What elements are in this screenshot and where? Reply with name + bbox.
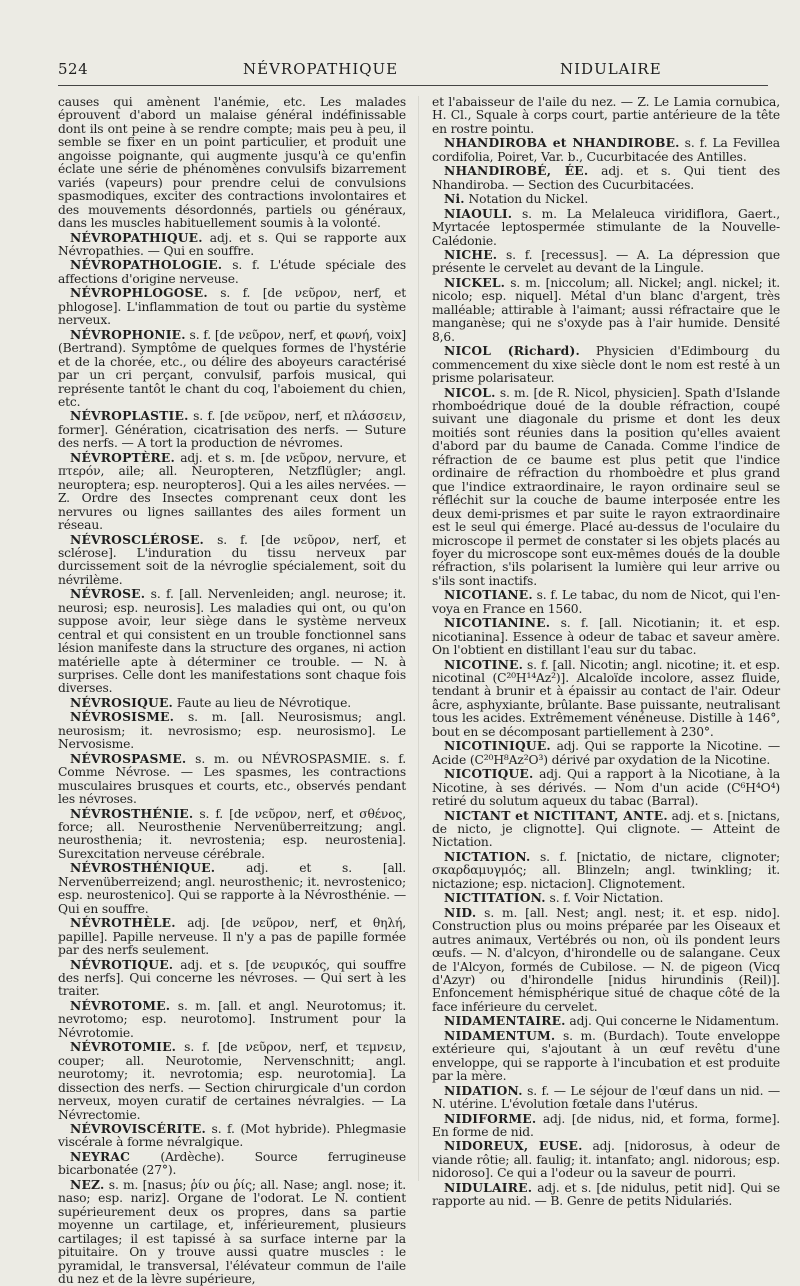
entry-headword: NÉVROVISCÉRITE. [70,1120,206,1136]
entry-definition: adj. Qui concerne le Nidamentum. [565,1014,779,1029]
dictionary-entry [58,258,406,286]
dictionary-entry [432,906,780,1015]
dictionary-entry [432,658,780,740]
entry-definition: s. f. [de νεῦρον, nerf, et πλάσσειν, former]. Génération, cicatrisation des nerfs. — Suture des nerfs. — A tort la production de névromes. [58,409,406,451]
entry-definition: Faute au lieu de Névrotique. [173,695,351,710]
entry-definition: s. f. [all. Nicotin; angl. nicotine; it. et esp. nicotinal (C²⁰H¹⁴Az²)]. Alcaloïde incolore, assez fluide, tendant à brunir et à épaissir au contact de l'air. Odeur âcre, asphyxiante, brûlante. Base puissante, neutralisant tous les acides. Extrêmement vénéneuse. Distille à 146°, bout en se décomposant partiellement à 230°. [432,657,780,739]
dictionary-entry [58,1122,406,1150]
entry-definition: adj. et s. [de νευρικός, qui souffre des nerfs]. Qui concerne les névroses. — Qui sert à les traiter. [58,957,406,999]
entry-definition: adj. [nidorosus, à odeur de viande rôtie; all. faulig; it. intanfato; angl. nidorous; esp. nidoroso]. Ce qui a l'odeur ou la saveur de pourri. [432,1139,780,1181]
entry-headword: NÉVROTOME. [70,997,171,1013]
entry-headword: NÉVROSISME. [70,709,175,725]
entry-definition: s. f. La Fevillea cordifolia, Poiret, Var. b., Cucurbitacée des Antilles. [432,136,780,164]
entry-definition: Physicien d'Edimbourg du commencement du xixe siècle dont le nom est resté à un prisme polarisateur. [432,344,781,386]
left-column [58,95,406,1286]
entry-headword: NICOTIANINE. [444,615,551,631]
entry-definition: adj. et s. [all. Nervenüberreizend; angl. neurosthenic; it. nevrostenico; esp. neurostenico]. Qui se rapporte à la Névrosthénie. — Qui en souffre. [58,861,406,916]
dictionary-entry [58,861,406,916]
entry-definition: s. m. (Burdach). Toute enveloppe extérieure qui, s'ajoutant à un œuf revêtu d'une enveloppe, qui se rapporte à l'incubation et est produite par la mère. [432,1028,780,1084]
entry-definition: adj. et s. [de nidulus, petit nid]. Qui se rapporte au nid. — B. Genre de petits Nidulariés. [432,1180,780,1209]
running-head-right: NIDULAIRE [560,60,662,78]
dictionary-entry [58,710,406,751]
entry-definition: adj. et s. [nictans, de nicto, je clignotte]. Qui clignote. — Atteint de Nictation. [432,808,780,850]
dictionary-entry [58,1150,406,1178]
entry-headword: NICKEL. [444,274,506,290]
dictionary-entry [432,1181,780,1209]
entry-headword: NIDAMENTUM. [444,1027,556,1043]
dictionary-entry [432,386,780,589]
entry-definition: s. f. Le tabac, du nom de Nicot, qui l'en-voya en France en 1560. [432,588,780,616]
entry-headword: NÉVROPTÈRE. [70,449,175,465]
entry-headword: NÉVROPATHOLOGIE. [70,257,223,273]
dictionary-entry [58,286,406,327]
entry-definition: s. f. [de νεῦρον, nerf, et sclérose]. L'induration du tissu nerveux par durcissement soit de la névroglie spécialement, soit du névrilème. [58,532,406,587]
dictionary-entry [432,192,780,206]
entry-headword: NIDAMENTAIRE. [444,1013,566,1029]
dictionary-entry [432,344,780,385]
dictionary-entry [58,696,406,710]
entry-headword: NÉVROSTHÉNIE. [70,805,194,821]
dictionary-entry [58,587,406,696]
entry-definition: s. f. [de νεῦρον, nerf, et σθένος, force; all. Neurosthenie Nervenüberreitzung; angl. neurosthenia; it. nevrostenia; esp. neurostenia]. Surexcitation nerveuse cérébrale. [58,806,406,861]
dictionary-entry [432,276,780,344]
dictionary-entry [432,1014,780,1028]
dictionary-entry [58,1178,406,1286]
entry-definition: (Ardèche). Source ferrugineuse bicarbonatée (27°). [58,1149,406,1178]
dictionary-entry [58,96,406,231]
header-rule [58,85,768,86]
dictionary-entry [432,767,780,808]
entry-headword: NHANDIROBÉ, ÉE. [444,163,589,179]
entry-headword: NICOL. [444,384,496,400]
dictionary-entry [432,248,780,276]
entry-headword: NÉVROSE. [70,586,146,602]
dictionary-entry [58,451,406,533]
dictionary-entry [432,891,780,905]
entry-headword: NÉVROPATHIQUE. [70,229,203,245]
entry-headword: NEYRAC [70,1148,131,1164]
dictionary-entry [58,409,406,450]
entry-headword: NÉVROTIQUE. [70,956,174,972]
entry-definition: Notation du Nickel. [464,192,589,207]
entry-definition: s. f. Voir Nictation. [545,891,664,906]
entry-headword: NICHE. [444,246,498,262]
entry-definition: s. m. [de R. Nicol, physicien]. Spath d'Islande rhomboédrique doué de la double réfraction, coupé suivant une diagonale du prisme et dont les deux moitiés sont réunies dans la position qu'elles avaient d'abord par du baume de Canada. Comme l'indice de réfraction de ce baume est plus petit que l'indice ordinaire de réfraction du rhomboèdre et plus grand que l'indice extraordinaire, le rayon ordinaire seul se réfléchit sur la couche de baume interposée entre les deux demi-prismes et par suite le rayon extraordinaire est le seul qui émerge. Placé au-dessus de l'oculaire du microscope il permet de constater si les objets placés au foyer du microscope sont eux-mêmes doués de la double réfraction, s'ils polarisent la lumière qui leur arrive ou s'ils sont inactifs. [432,385,780,588]
entry-headword: NIDATION. [444,1082,523,1098]
dictionary-entry [58,231,406,259]
dictionary-entry [58,1040,406,1122]
dictionary-entry [432,1084,780,1112]
entry-headword: NÉVROPHLOGOSE. [70,285,208,301]
entry-headword: NÉVROTHÈLE. [70,915,176,931]
dictionary-entry [432,739,780,767]
entry-headword: Ni. [444,191,465,207]
page-number: 524 [58,60,89,78]
entry-definition: causes qui amènent l'anémie, etc. Les malades éprouvent d'abord un malaise général indéfinissable dont ils ont peine à se rendre compte; mais peu à peu, il semble se fixer en un point particulier, et produit une angoisse poignante, qui augmente jusqu'à ce qu'enfin éclate une série de phénomènes convulsifs bizarrement variés (vapeurs) pour prendre celui de convulsions spasmodiques, exciter des contractions involontaires et des mouvements désordonnés, partiels ou généraux, dans les muscles habituellement soumis à la volonté. [58,95,406,231]
dictionary-entry [58,916,406,957]
entry-headword: NÉVROSCLÉROSE. [70,531,205,547]
entry-definition: s. m. La Melaleuca viridiflora, Gaert., Myrtacée leptospermée stimulante de la Nouvelle-Calédonie. [432,206,780,248]
dictionary-entry [58,807,406,862]
entry-headword: NIDOREUX, EUSE. [444,1138,583,1154]
dictionary-entry [58,752,406,807]
dictionary-entry [432,616,780,657]
entry-definition: s. f. L'étude spéciale des affections d'origine nerveuse. [58,258,406,286]
entry-headword: NÉVROSTHÉNIQUE. [70,860,216,876]
entry-headword: NICOTIQUE. [444,766,534,782]
entry-definition: s. f. — Le séjour de l'œuf dans un nid. — N. utérine. L'évolution fœtale dans l'utérus. [432,1083,780,1112]
entry-definition: adj. [de νεῦρον, nerf, et θηλή, papille]. Papille nerveuse. Il n'y a pas de papille formée par des nerfs seulement. [58,916,406,958]
entry-definition: s. f. [nictatio, de nictare, clignoter; σκαρδαμυγμός; all. Blinzeln; angl. twinkling; it. nictazione; esp. nictacion]. Clignotement. [432,849,780,891]
dictionary-entry [432,1139,780,1180]
column-divider [418,96,419,1181]
entry-definition: s. f. [all. Nervenleiden; angl. neurose; it. neurosi; esp. neurosis]. Les maladies qui ont, ou qu'on suppose avoir, leur siège dans le système nerveux central et qui consistent en un trouble fonctionnel sans lésion manifeste dans la structure des organes, ni action matérielle apte à déterminer ce trouble. — N. à surprises. Celle dont les manifestations sont chaque fois diverses. [58,587,406,696]
entry-headword: NIDULAIRE. [444,1179,533,1195]
entry-headword: NICOTINE. [444,656,524,672]
running-head-left: NÉVROPATHIQUE [243,60,399,78]
right-column [432,95,781,1209]
entry-headword: NIDIFORME. [444,1110,537,1126]
entry-definition: s. f. (Mot hybride). Phlegmasie viscérale à forme névralgique. [58,1121,406,1150]
entry-definition: s. f. [all. Nicotianin; it. et esp. nicotianina]. Essence à odeur de tabac et saveur amère. On l'obtient en distillant l'eau sur du tabac. [432,616,780,658]
entry-headword: NÉVROTOMIE. [70,1039,177,1055]
entry-definition: s. f. [de νεῦρον, nerf, et phlogose]. L'inflammation de tout ou partie du système nerveux. [58,286,406,328]
entry-definition: s. f. [de νεῦρον, nerf, et φωνή, voix] (Bertrand). Symptôme de quelques formes de l'hystérie et de la chorée, etc., ou délire des aboyeurs caractérisé par un cri perçant, convulsif, parfois musical, qui représente tantôt le chant du coq, l'aboiement du chien, etc. [58,327,406,409]
entry-headword: NICTITATION. [444,890,546,906]
entry-definition: adj. et s. Qui se rapporte aux Névropathies. — Qui en souffre. [58,230,406,258]
entry-headword: NÉVROPLASTIE. [70,408,189,424]
entry-definition: s. m. [nasus; ῥίν ou ῥίς; all. Nase; angl. nose; it. naso; esp. nariz]. Organe de l'odorat. Le N. contient supérieurement deux os propres, dans sa partie moyenne un cartilage, et, inférieurement, plusieurs cartilages; il est tapissé à sa surface interne par la pituitaire. On y trouve aussi quatre muscles : le pyramidal, le transversal, l'élévateur commun de l'aile du nez et de la lèvre supérieure, [58,1177,406,1286]
dictionary-entry [432,850,780,891]
entry-headword: NHANDIROBA et NHANDIROBE. [444,135,680,151]
entry-headword: NICTATION. [444,848,531,864]
dictionary-entry [58,328,406,410]
dictionary-entry [432,1112,780,1140]
dictionary-entry [432,809,780,850]
entry-headword: NÉVROSIQUE. [70,694,174,710]
dictionary-entry [58,533,406,588]
entry-definition: s. m. [all. Neurosismus; angl. neurosism; it. nevrosismo; esp. neurosismo]. Le Nervosisme. [58,710,406,752]
entry-definition: et l'abaisseur de l'aile du nez. — Z. Le Lamia cornubica, H. Cl., Squale à corps court, partie antérieure de la tête en rostre pointu. [432,95,780,136]
entry-headword: NEZ. [70,1176,105,1192]
dictionary-entry [432,207,780,248]
entry-definition: s. m. [niccolum; all. Nickel; angl. nickel; it. nicolo; esp. niquel]. Métal d'un blanc d'argent, très malléable; attirable à l'aimant; aussi réfractaire que le manganèse; qui ne s'oxyde pas à l'air humide. Densité 8,6. [432,275,780,344]
entry-definition: s. f. [recessus]. — A. La dépression que présente le cervelet au devant de la Lingule. [432,247,780,276]
entry-definition: s. m. ou NÉVROSPASMIE. s. f. Comme Névrose. — Les spasmes, les contractions musculaires brusques et courts, etc., observés pendant les névroses. [58,751,406,807]
entry-headword: NICOTINIQUE. [444,738,551,754]
dictionary-entry [58,958,406,999]
entry-headword: NÉVROSPASME. [70,750,187,766]
dictionary-entry [432,588,780,616]
entry-headword: NICOL (Richard). [444,343,580,359]
entry-definition: s. m. [all. Nest; angl. nest; it. et esp. nido]. Construction plus ou moins préparée par les Oiseaux et autres animaux, Vertébrés ou non, où ils pondent leurs œufs. — N. d'alcyon, d'hirondelle ou de salangane. Ceux de l'Alcyon, formés de Cubilose. — N. de pigeon (Vicq d'Azyr) ou d'hirondelle [nidus hirundinis (Reil)]. Enfoncement hémisphérique situé de chaque côté de la face inférieure du cervelet. [432,905,780,1014]
entry-headword: NIAOULI. [444,205,513,221]
entry-definition: adj. et s. Qui tient des Nhandiroba. — Section des Cucurbitacées. [432,164,780,192]
entry-definition: adj. et s. m. [de νεῦρον, nervure, et πτερόν, aile; all. Neuropteren, Netzflügler; angl. neuroptera; esp. neuropteros]. Qui a les ailes nervées. — Z. Ordre des Insectes comprenant ceux dont les nervures ou lignes saillantes des ailes forment un réseau. [58,450,406,533]
entry-definition: adj. Qui a rapport à la Nicotiane, à la Nicotine, à ses dérivés. — Nom d'un acide (C⁶H⁴O⁴) retiré du solutum aqueux du tabac (Barral). [432,767,780,809]
entry-definition: s. m. [all. et angl. Neurotomus; it. nevrotomo; esp. neurotomo]. Instrument pour la Névrotomie. [58,998,406,1040]
entry-headword: NÉVROPHONIE. [70,326,186,342]
entry-definition: adj. Qui se rapporte la Nicotine. — Acide (C²⁰H⁸Az²O³) dérivé par oxydation de la Nicotine. [432,739,780,767]
dictionary-entry [432,1029,780,1084]
dictionary-entry [432,96,780,136]
entry-headword: NICTANT et NICTITANT, ANTE. [444,807,668,823]
entry-headword: NICOTIANE. [444,587,533,603]
page-header [58,60,768,90]
entry-definition: adj. [de nidus, nid, et forma, forme]. En forme de nid. [432,1111,780,1139]
entry-definition: s. f. [de νεῦρον, nerf, et τεμνειν, couper; all. Neurotomie, Nervenschnitt; angl. neurotomy; it. nevrotomia; esp. neurotomia]. La dissection des nerfs. — Section chirurgicale d'un cordon nerveux, moyen curatif de certaines névralgies. — La Névrectomie. [58,1040,406,1122]
entry-headword: NID. [444,904,477,920]
dictionary-entry [58,999,406,1040]
dictionary-entry [432,136,780,164]
dictionary-entry [432,164,780,192]
